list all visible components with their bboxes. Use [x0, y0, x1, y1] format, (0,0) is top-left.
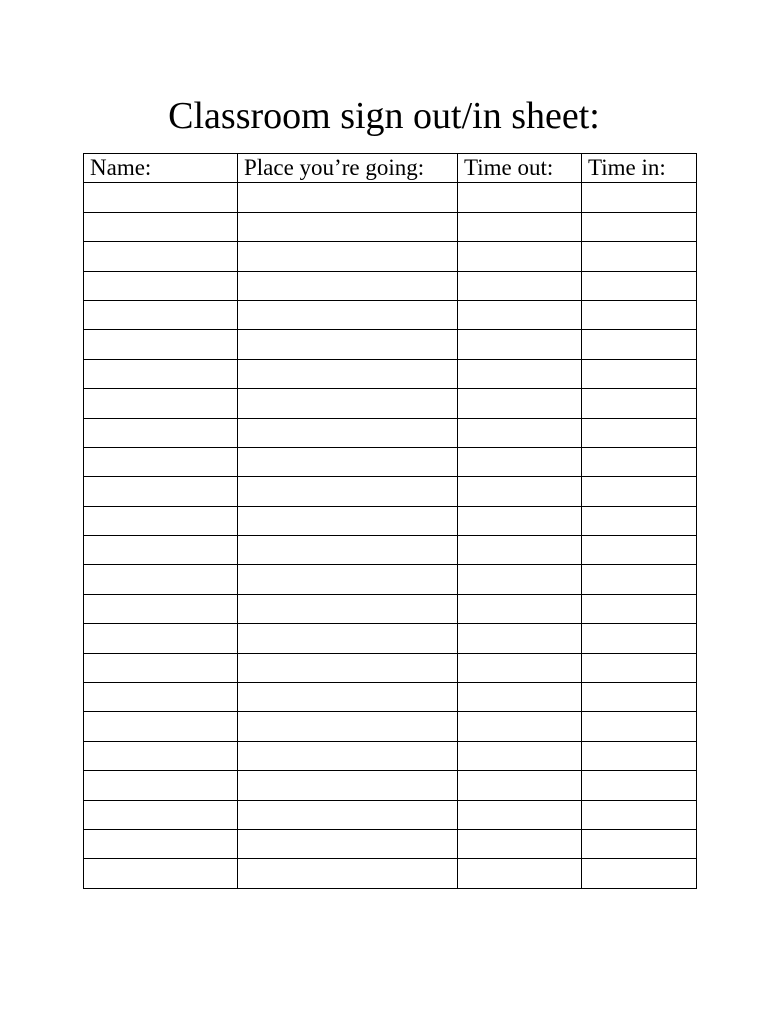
- time-in-cell: [582, 359, 697, 388]
- place-cell: [238, 506, 458, 535]
- time-out-cell: [458, 653, 582, 682]
- table-row: [84, 565, 697, 594]
- time-out-cell: [458, 741, 582, 770]
- time-in-cell: [582, 536, 697, 565]
- time-in-cell: [582, 389, 697, 418]
- name-cell: [84, 771, 238, 800]
- time-out-cell: [458, 418, 582, 447]
- time-in-cell: [582, 300, 697, 329]
- name-cell: [84, 859, 238, 888]
- time-out-cell: [458, 829, 582, 858]
- time-in-cell: [582, 712, 697, 741]
- time-in-cell: [582, 477, 697, 506]
- time-out-cell: [458, 477, 582, 506]
- header-name: Name:: [84, 154, 238, 183]
- sign-out-table: [83, 153, 697, 889]
- time-in-cell: [582, 594, 697, 623]
- time-out-cell: [458, 271, 582, 300]
- place-cell: [238, 389, 458, 418]
- header-row: [84, 154, 697, 183]
- header-place: Place you’re going:: [238, 154, 458, 183]
- time-out-cell: [458, 359, 582, 388]
- time-out-cell: [458, 242, 582, 271]
- time-in-cell: [582, 212, 697, 241]
- time-out-cell: [458, 300, 582, 329]
- place-cell: [238, 242, 458, 271]
- time-in-cell: [582, 624, 697, 653]
- table-row: [84, 212, 697, 241]
- time-out-cell: [458, 536, 582, 565]
- name-cell: [84, 565, 238, 594]
- table-row: [84, 712, 697, 741]
- place-cell: [238, 829, 458, 858]
- time-out-cell: [458, 389, 582, 418]
- name-cell: [84, 800, 238, 829]
- name-cell: [84, 359, 238, 388]
- place-cell: [238, 859, 458, 888]
- place-cell: [238, 359, 458, 388]
- table-row: [84, 271, 697, 300]
- table-row: [84, 359, 697, 388]
- table-row: [84, 683, 697, 712]
- time-in-cell: [582, 741, 697, 770]
- table-row: [84, 330, 697, 359]
- place-cell: [238, 212, 458, 241]
- name-cell: [84, 389, 238, 418]
- table-row: [84, 242, 697, 271]
- place-cell: [238, 477, 458, 506]
- table-row: [84, 183, 697, 212]
- table-row: [84, 741, 697, 770]
- time-out-cell: [458, 712, 582, 741]
- name-cell: [84, 829, 238, 858]
- place-cell: [238, 536, 458, 565]
- place-cell: [238, 741, 458, 770]
- table-row: [84, 389, 697, 418]
- time-in-cell: [582, 183, 697, 212]
- time-out-cell: [458, 447, 582, 476]
- time-in-cell: [582, 506, 697, 535]
- table-row: [84, 594, 697, 623]
- time-in-cell: [582, 653, 697, 682]
- place-cell: [238, 565, 458, 594]
- name-cell: [84, 300, 238, 329]
- name-cell: [84, 477, 238, 506]
- table-row: [84, 829, 697, 858]
- table-row: [84, 418, 697, 447]
- name-cell: [84, 741, 238, 770]
- time-in-cell: [582, 271, 697, 300]
- place-cell: [238, 183, 458, 212]
- table-row: [84, 536, 697, 565]
- time-out-cell: [458, 506, 582, 535]
- name-cell: [84, 506, 238, 535]
- header-time-in: Time in:: [582, 154, 697, 183]
- name-cell: [84, 683, 238, 712]
- table-row: [84, 859, 697, 888]
- time-in-cell: [582, 683, 697, 712]
- time-in-cell: [582, 771, 697, 800]
- time-out-cell: [458, 594, 582, 623]
- table-body: [84, 183, 697, 888]
- place-cell: [238, 271, 458, 300]
- time-out-cell: [458, 771, 582, 800]
- name-cell: [84, 330, 238, 359]
- time-in-cell: [582, 829, 697, 858]
- time-out-cell: [458, 565, 582, 594]
- place-cell: [238, 800, 458, 829]
- place-cell: [238, 683, 458, 712]
- place-cell: [238, 330, 458, 359]
- time-in-cell: [582, 330, 697, 359]
- name-cell: [84, 712, 238, 741]
- table-row: [84, 506, 697, 535]
- table-row: [84, 624, 697, 653]
- name-cell: [84, 536, 238, 565]
- header-time-out: Time out:: [458, 154, 582, 183]
- time-in-cell: [582, 418, 697, 447]
- place-cell: [238, 300, 458, 329]
- name-cell: [84, 447, 238, 476]
- place-cell: [238, 712, 458, 741]
- table-row: [84, 771, 697, 800]
- table-row: [84, 800, 697, 829]
- time-out-cell: [458, 683, 582, 712]
- place-cell: [238, 418, 458, 447]
- page-title: Classroom sign out/in sheet:: [168, 95, 600, 137]
- time-out-cell: [458, 859, 582, 888]
- time-out-cell: [458, 800, 582, 829]
- time-in-cell: [582, 565, 697, 594]
- table-row: [84, 653, 697, 682]
- time-out-cell: [458, 624, 582, 653]
- name-cell: [84, 271, 238, 300]
- time-out-cell: [458, 212, 582, 241]
- table-row: [84, 447, 697, 476]
- place-cell: [238, 447, 458, 476]
- place-cell: [238, 653, 458, 682]
- name-cell: [84, 624, 238, 653]
- place-cell: [238, 624, 458, 653]
- table-row: [84, 477, 697, 506]
- time-out-cell: [458, 183, 582, 212]
- name-cell: [84, 653, 238, 682]
- table-row: [84, 300, 697, 329]
- place-cell: [238, 594, 458, 623]
- name-cell: [84, 242, 238, 271]
- time-in-cell: [582, 242, 697, 271]
- name-cell: [84, 418, 238, 447]
- name-cell: [84, 594, 238, 623]
- place-cell: [238, 771, 458, 800]
- time-out-cell: [458, 330, 582, 359]
- name-cell: [84, 212, 238, 241]
- time-in-cell: [582, 859, 697, 888]
- time-in-cell: [582, 447, 697, 476]
- name-cell: [84, 183, 238, 212]
- time-in-cell: [582, 800, 697, 829]
